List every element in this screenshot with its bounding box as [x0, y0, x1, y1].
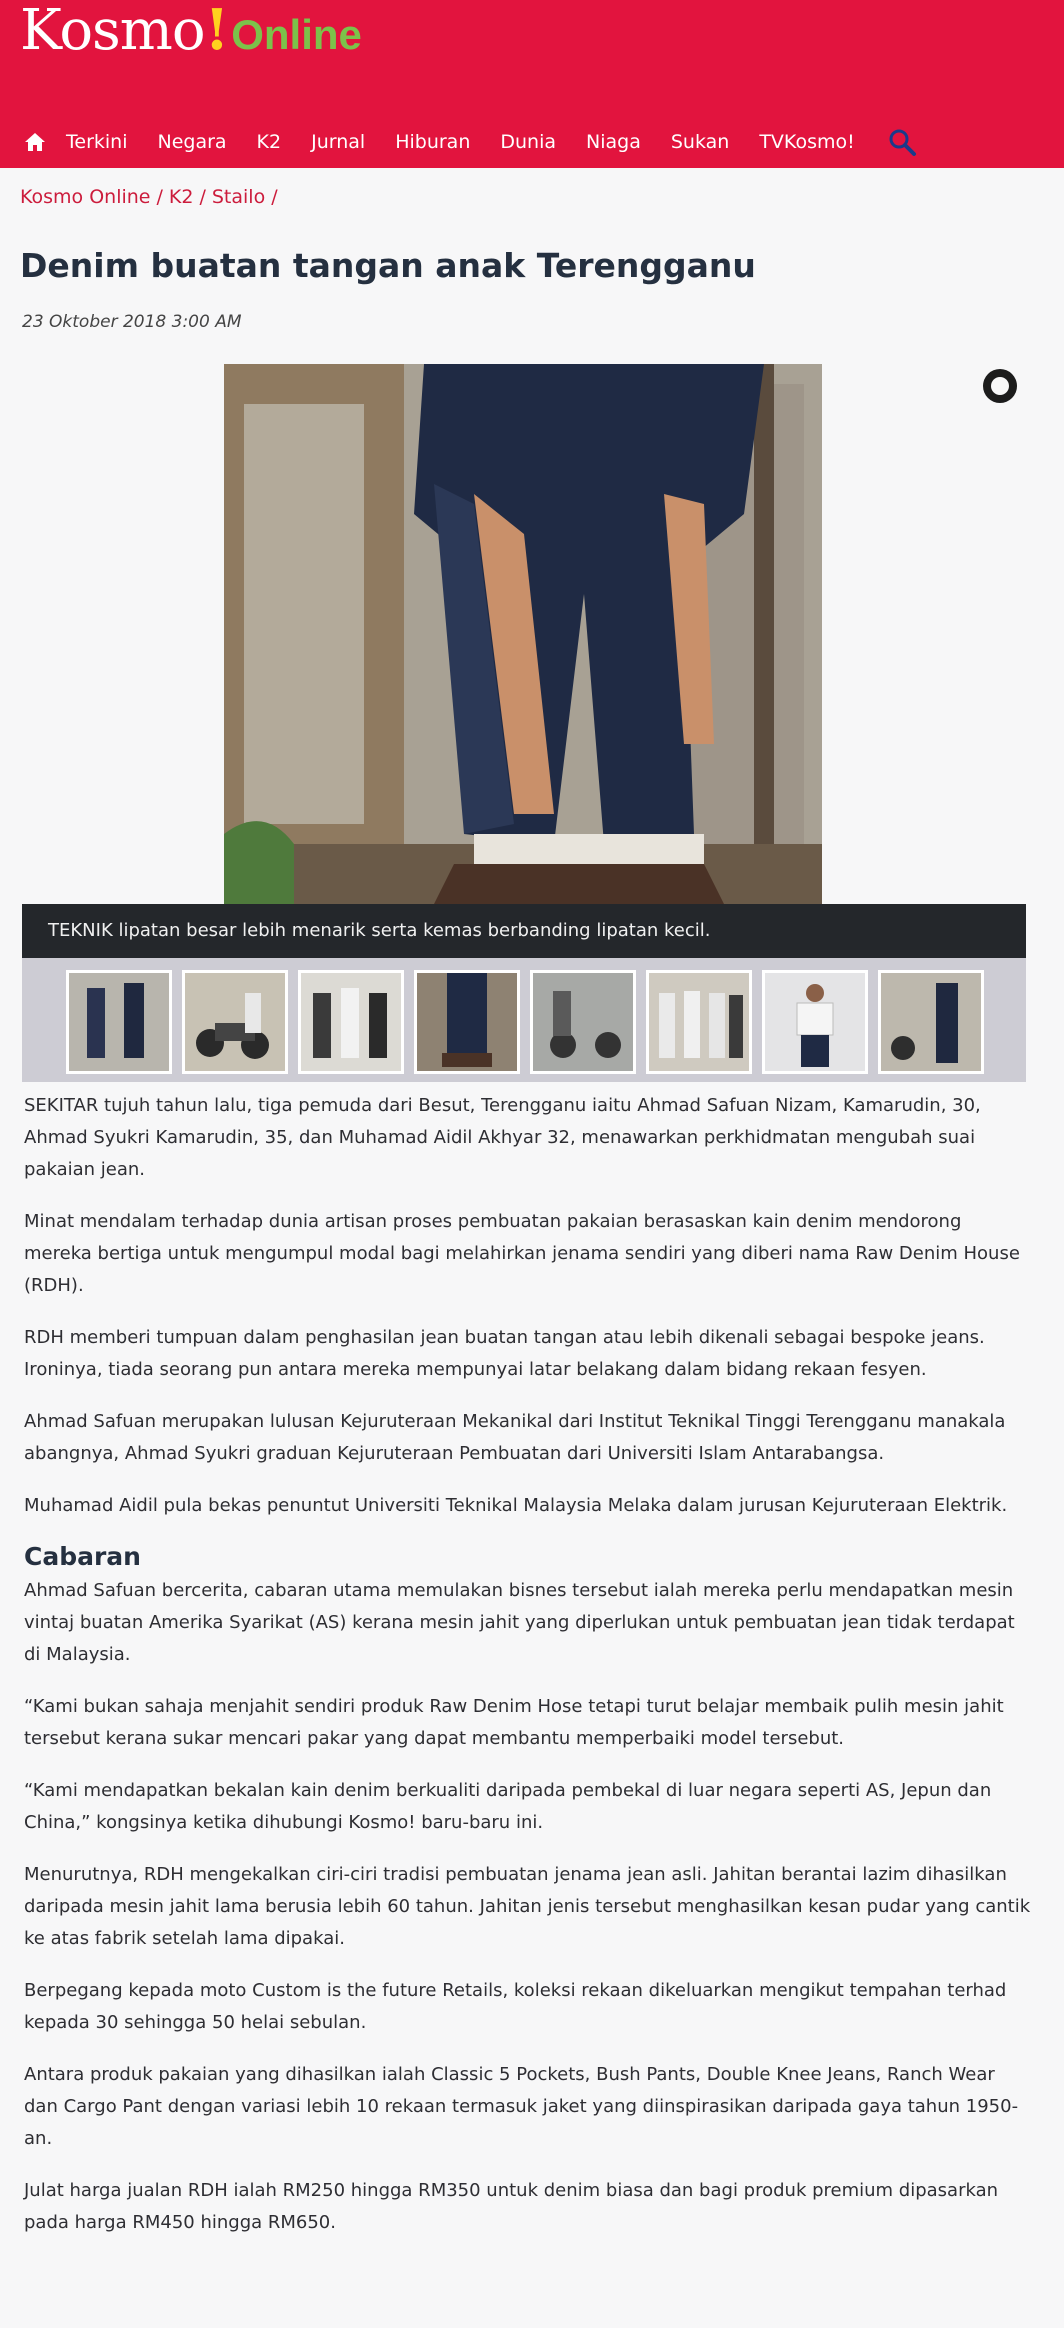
article-date: 23 Oktober 2018 3:00 AM: [22, 312, 242, 332]
article-paragraph: Ahmad Safuan bercerita, cabaran utama memulakan bisnes tersebut ialah mereka perlu mendapatkan mesin vintaj buatan Amerika Syarikat (AS) kerana mesin jahit yang diperlukan untuk pembuatan jean tidak terdapat di Malaysia.: [24, 1580, 1015, 1665]
breadcrumb: Kosmo Online / K2 / Stailo /: [20, 186, 278, 208]
gallery-thumbnail[interactable]: [762, 970, 868, 1074]
article-paragraph: “Kami mendapatkan bekalan kain denim berkualiti daripada pembekal di luar negara seperti AS, Jepun dan China,” kongsinya ketika dihubungi Kosmo! baru-baru ini.: [24, 1780, 992, 1833]
article-paragraph: “Kami bukan sahaja menjahit sendiri produk Raw Denim Hose tetapi turut belajar membaik pulih mesin jahit tersebut kerana sukar mencari pakar yang dapat membantu memperbaiki model tersebut.: [24, 1696, 1004, 1749]
article-paragraph: SEKITAR tujuh tahun lalu, tiga pemuda dari Besut, Terengganu iaitu Ahmad Safuan Nizam, Kamarudin, 30, Ahmad Syukri Kamarudin, 35, dan Muhamad Aidil Akhyar 32, menawarkan perkhidmatan mengubah suai pakaian jean.: [24, 1095, 981, 1180]
article-paragraph: Berpegang kepada moto Custom is the future Retails, koleksi rekaan dikeluarkan mengikut tempahan terhad kepada 30 sehingga 50 helai sebulan.: [24, 1980, 1007, 2033]
nav-item-jurnal[interactable]: Jurnal: [311, 131, 366, 153]
article-paragraph: Julat harga jualan RDH ialah RM250 hingga RM350 untuk denim biasa dan bagi produk premium dipasarkan pada harga RM450 hingga RM650.: [24, 2180, 999, 2233]
nav-item-negara[interactable]: Negara: [157, 131, 227, 153]
search-icon[interactable]: [887, 127, 917, 157]
gallery-thumbnail[interactable]: [298, 970, 404, 1074]
article-main-photo[interactable]: [224, 364, 822, 904]
photo-caption: TEKNIK lipatan besar lebih menarik serta kemas berbanding lipatan kecil.: [48, 920, 711, 941]
home-icon[interactable]: [24, 130, 48, 154]
thumbnail-strip: [22, 958, 1026, 1082]
nav-item-niaga[interactable]: Niaga: [586, 131, 641, 153]
nav-item-sukan[interactable]: Sukan: [670, 131, 730, 153]
article-paragraph: Muhamad Aidil pula bekas penuntut Universiti Teknikal Malaysia Melaka dalam jurusan Kejuruteraan Elektrik.: [24, 1495, 1008, 1516]
gallery-thumbnail[interactable]: [530, 970, 636, 1074]
logo-kosmo: Kosmo: [20, 0, 205, 63]
logo-online: Online: [231, 11, 362, 58]
nav-item-k2[interactable]: K2: [256, 131, 282, 153]
nav-item-tvkosmo[interactable]: TVKosmo!: [759, 131, 855, 153]
article-paragraph: Ahmad Safuan merupakan lulusan Kejuruteraan Mekanikal dari Institut Teknikal Tinggi Terengganu manakala abangnya, Ahmad Syukri graduan Kejuruteraan Pembuatan dari Universiti Islam Antarabangsa.: [24, 1411, 1006, 1464]
breadcrumb-k2[interactable]: K2: [168, 186, 194, 208]
gallery-thumbnail[interactable]: [646, 970, 752, 1074]
nav-item-dunia[interactable]: Dunia: [500, 131, 557, 153]
breadcrumb-stailo[interactable]: Stailo: [211, 186, 266, 208]
nav-item-terkini[interactable]: Terkini: [66, 131, 128, 153]
article-subheading: Cabaran: [24, 1542, 141, 1571]
article-paragraph: RDH memberi tumpuan dalam penghasilan jean buatan tangan atau lebih dikenali sebagai bespoke jeans. Ironinya, tiada seorang pun antara mereka mempunyai latar belakang dalam bidang rekaan fesyen.: [24, 1327, 985, 1380]
article-paragraph: Antara produk pakaian yang dihasilkan ialah Classic 5 Pockets, Bush Pants, Double Knee Jeans, Ranch Wear dan Cargo Pant dengan variasi lebih 10 rekaan termasuk jaket yang diinspirasikan daripada gaya tahun 1950-an.: [24, 2064, 1019, 2149]
gallery-thumbnail[interactable]: [878, 970, 984, 1074]
article-paragraph: Menurutnya, RDH mengekalkan ciri-ciri tradisi pembuatan jenama jean asli. Jahitan berantai lazim dihasilkan daripada mesin jahit lama berusia lebih 60 tahun. Jahitan jenis tersebut menghasilkan kesan pudar yang cantik ke atas fabrik setelah lama dipakai.: [24, 1864, 1031, 1949]
nav-item-hiburan[interactable]: Hiburan: [395, 131, 471, 153]
site-logo[interactable]: [20, 0, 362, 63]
gallery-toggle-icon[interactable]: [980, 366, 1020, 406]
gallery-thumbnail[interactable]: [66, 970, 172, 1074]
main-nav: [24, 122, 917, 162]
gallery-thumbnail[interactable]: [182, 970, 288, 1074]
article-title: Denim buatan tangan anak Terengganu: [20, 246, 756, 285]
gallery-thumbnail[interactable]: [414, 970, 520, 1074]
photo-caption-bar: [22, 904, 1026, 958]
site-header: [0, 0, 1064, 168]
breadcrumb-kosmo-online[interactable]: Kosmo Online: [20, 186, 151, 208]
logo-exclamation: !: [204, 0, 230, 63]
article-paragraph: Minat mendalam terhadap dunia artisan proses pembuatan pakaian berasaskan kain denim mendorong mereka bertiga untuk mengumpul modal bagi melahirkan jenama sendiri yang diberi nama Raw Denim House (RDH).: [24, 1211, 1020, 1296]
article-body: [24, 1090, 1034, 2259]
